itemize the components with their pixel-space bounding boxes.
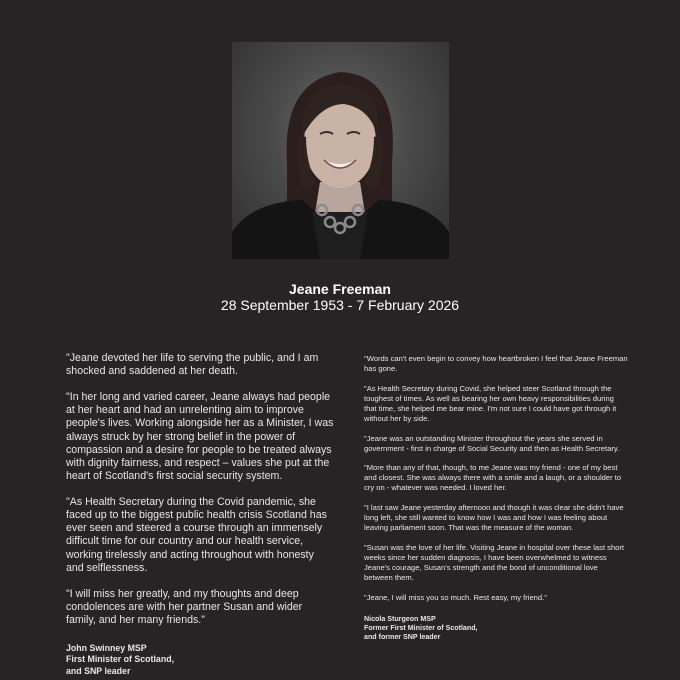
tribute-paragraph: "Jeane, I will miss you so much. Rest easy, my friend.": [364, 592, 547, 602]
tribute-paragraph: "More than any of that, though, to me Jeane was my friend - one of my best and closest. She was always there with a smile and a laugh, or a shoulder to cry on - whatever was needed. I loved her.: [364, 463, 622, 493]
signature-swinney: [66, 643, 334, 677]
signature-line: Former First Minister of Scotland,: [364, 623, 478, 632]
signature-line: and former SNP leader: [364, 632, 441, 641]
tribute-paragraph: "I will miss her greatly, and my thoughts and deep condolences are with her partner Susan and wider family, and her many friends.": [66, 587, 303, 626]
person-dates: 28 September 1953 - 7 February 2026: [220, 297, 460, 313]
signature-sturgeon: [364, 615, 628, 642]
tribute-paragraph: "As Health Secretary during the Covid pandemic, she faced up to the biggest public health crisis Scotland has ever seen and steered a course through an immensely difficult time for our country and our health service, working tirelessly and acting throughout with honesty and selflessness.: [66, 495, 327, 574]
tribute-swinney: [66, 352, 334, 677]
signature-line: First Minister of Scotland,: [66, 654, 175, 665]
person-name: Jeane Freeman: [289, 281, 391, 297]
tribute-paragraph: "As Health Secretary during Covid, she helped steer Scotland through the toughest of times. As well as bearing her own heavy responsibilities during that time, she helped me bear mine. I'm not sure I could have got through it without her by side.: [364, 383, 617, 423]
tribute-paragraph: "In her long and varied career, Jeane always had people at her heart and had an unrelenting aim to improve people's lives. Working alongside her as a Minister, I was always struck by her strong belief in the power of compassion and a desire for people to be treated always with dignity fairness, and respect – values she put at the heart of Scotland's first social security system.: [66, 390, 334, 483]
tribute-paragraph: "Jeane devoted her life to serving the public, and I am shocked and saddened at her death.: [66, 352, 319, 378]
tribute-paragraph: "Jeane was an outstanding Minister throughout the years she served in government - first in charge of Social Security and then as Health Secretary.: [364, 433, 620, 453]
tribute-paragraph: "Words can't even begin to convey how heartbroken I feel that Jeane Freeman has gone.: [364, 354, 628, 374]
signature-line: John Swinney MSP: [66, 643, 147, 654]
portrait-photo: [232, 42, 449, 259]
tribute-paragraph: "I last saw Jeane yesterday afternoon and though it was clear she didn't have long left, she still wanted to know how I was and how I was feeling about leaving parliament soon. That was the measure of the woman.: [364, 503, 624, 533]
tribute-paragraph: "Susan was the love of her life. Visiting Jeane in hospital over these last short weeks since her sudden diagnosis, I have been overwhelmed to witness Jeane's courage, Susan's strength and the bond of unconditional love between them.: [364, 542, 625, 583]
tribute-sturgeon: [364, 354, 628, 642]
signature-line: and SNP leader: [66, 665, 131, 676]
signature-line: Nicola Sturgeon MSP: [364, 614, 436, 623]
